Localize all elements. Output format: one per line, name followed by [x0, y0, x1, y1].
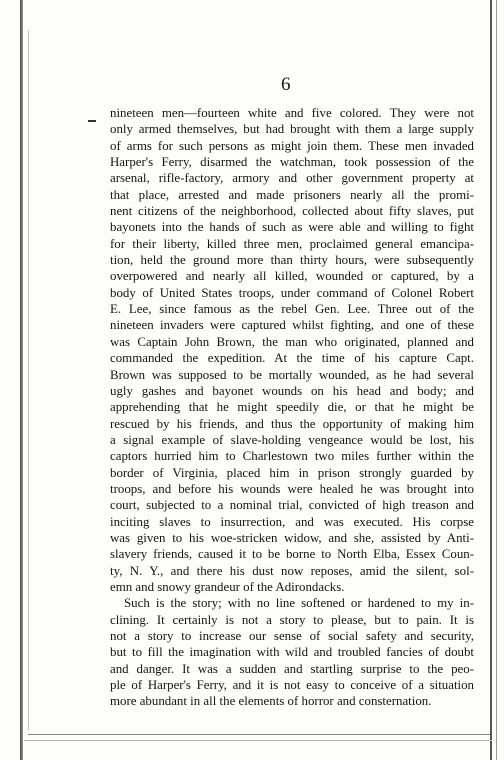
- text-line: nineteen invaders were captured whilst fighting, and one of these: [110, 318, 474, 333]
- text-line: body of United States troops, under command of Colonel Robert: [110, 285, 474, 300]
- text-line: inciting slaves to insurrection, and was executed. His corpse: [110, 514, 474, 529]
- text-line: and danger. It was a sudden and startling surprise to the peo-: [110, 661, 474, 676]
- text-line: border of Virginia, placed him in prison strongly guarded by: [110, 465, 474, 480]
- page-edge-left-inner: [28, 30, 29, 730]
- text-line: a signal example of slave-holding vengeance would be lost, his: [110, 432, 474, 447]
- page-bottom-edge: [28, 734, 490, 735]
- body-text: [110, 105, 474, 710]
- page-edge-left: [20, 0, 23, 760]
- paragraph: [110, 105, 474, 595]
- text-line: Brown was supposed to be mortally wounded, as he had several: [110, 367, 474, 382]
- text-line: but to fill the imagination with wild and troubled fancies of doubt: [110, 645, 474, 660]
- text-line: rescued by his friends, and thus the opportunity of making him: [110, 416, 474, 431]
- text-line: ty, N. Y., and there his dust now reposes, amid the silent, sol-: [110, 563, 474, 578]
- text-line: more abundant in all the elements of horror and consternation.: [110, 694, 432, 709]
- page-number: 6: [281, 74, 291, 95]
- text-line: clining. It certainly is not a story to please, but to pain. It is: [110, 612, 474, 627]
- text-line: Harper's Ferry, disarmed the watchman, took possession of the: [110, 155, 474, 170]
- page-edge-right: [490, 0, 492, 760]
- text-line: Such is the story; with no line softened or hardened to my in-: [124, 596, 474, 611]
- page-edge-right-outer: [496, 0, 497, 760]
- text-line: nineteen men—fourteen white and five colored. They were not: [110, 106, 474, 120]
- page-bottom-edge-outer: [24, 740, 492, 741]
- text-line: troops, and before his wounds were healed he was brought into: [110, 481, 474, 496]
- text-line: for their liberty, killed three men, proclaimed general emancipa-: [110, 236, 474, 251]
- text-line: emn and snowy grandeur of the Adirondacks.: [110, 579, 345, 594]
- text-line: only armed themselves, but had brought with them a large supply: [110, 122, 474, 137]
- text-line: overpowered and nearly all killed, wounded or captured, by a: [110, 269, 474, 284]
- text-line: slavery friends, caused it to be borne to North Elba, Essex Coun-: [110, 547, 474, 562]
- text-line: was Captain John Brown, the man who originated, planned and: [110, 334, 474, 349]
- paragraph: [110, 595, 474, 709]
- text-line: that place, arrested and made prisoners nearly all the promi-: [110, 187, 474, 202]
- text-line: commanded the expedition. At the time of his capture Capt.: [110, 351, 474, 366]
- text-line: not a story to increase our sense of social safety and security,: [110, 629, 474, 643]
- text-line: of arms for such persons as might join them. These men invaded: [110, 138, 474, 153]
- text-line: ugly gashes and bayonet wounds on his head and body; and: [110, 383, 474, 398]
- text-line: arsenal, rifle-factory, armory and other government property at: [110, 171, 474, 186]
- text-line: apprehending that he might speedily die, or that he might be: [110, 400, 474, 415]
- text-line: tion, held the ground more than thirty hours, were subsequently: [110, 253, 474, 268]
- text-line: ple of Harper's Ferry, and it is not easy to conceive of a situation: [110, 678, 474, 693]
- text-line: E. Lee, since famous as the rebel Gen. Lee. Three out of the: [110, 302, 474, 317]
- text-line: was given to his woe-stricken widow, and she, assisted by Anti-: [110, 530, 474, 545]
- text-line: nent citizens of the neighborhood, collected about fifty slaves, put: [110, 204, 474, 219]
- text-line: captors hurried him to Charlestown two miles further within the: [110, 449, 474, 464]
- text-line: court, subjected to a nominal trial, convicted of high treason and: [110, 498, 474, 513]
- text-line: bayonets into the hands of such as were able and willing to fight: [110, 220, 474, 235]
- margin-mark: [88, 120, 96, 122]
